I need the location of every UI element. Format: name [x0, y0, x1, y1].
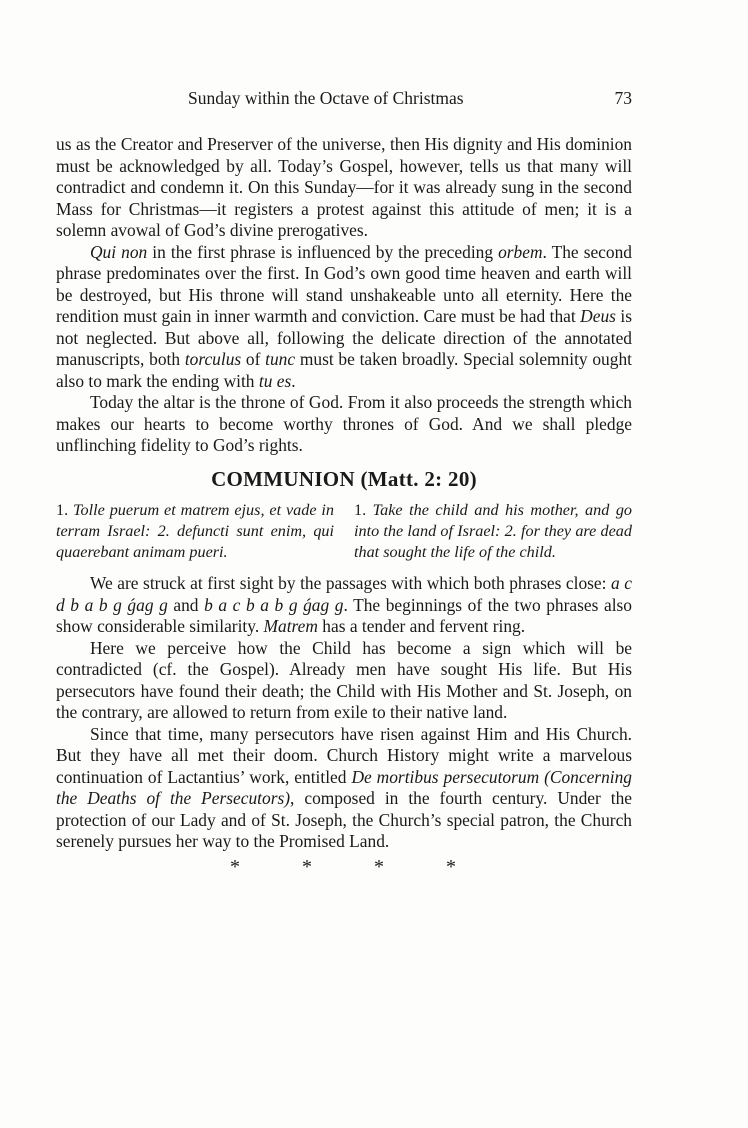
paragraph-6: Since that time, many persecutors have risen against Him and His Church. But they have all met their doom. Church History might write a marvelous continuation of Lactantius’ work, entitled De mortibus persecutorum (Concerning the Deaths of the Persecutors), composed in the fourth century. Under the protection of our Lady and of St. Joseph, the Church’s special patron, the Church serenely pursues her way to the Promised Land.	[56, 723, 633, 851]
running-header	[56, 88, 632, 112]
section-separator	[56, 857, 632, 879]
separator-star: *	[446, 855, 456, 878]
english-column: 1. Take the child and his mother, and go into the land of Israel: 2. for they are dead that sought the life of the child.	[354, 501, 633, 561]
heading-reference: (Matt. 2: 20)	[360, 466, 477, 491]
paragraph-4: We are struck at first sight by the passages with which both phrases close: a c d b a b g ǵag g and b a c b a b g ǵag g. The beginnings of the two phrases also show considerable similarity. Matrem has a tender and fervent ring.	[56, 573, 633, 636]
separator-star: *	[302, 855, 312, 878]
page-body	[56, 134, 632, 878]
paragraph-3: Today the altar is the throne of God. From it also proceeds the strength which makes our hearts to become worthy thrones of God. And we shall pledge unflinching fidelity to God’s rights.	[56, 392, 632, 455]
communion-text	[56, 500, 632, 563]
paragraph-5: Here we perceive how the Child has become a sign which will be contradicted (cf. the Gospel). Already men have sought His life. But His persecutors have found their death; the Child with His Mother and St. Joseph, on the contrary, are allowed to return from exile to their native land.	[56, 637, 632, 722]
separator-star: *	[230, 855, 240, 878]
running-title: Sunday within the Octave of Christmas	[188, 88, 464, 108]
heading-title: COMMUNION	[211, 466, 355, 491]
latin-column: 1. Tolle puerum et matrem ejus, et vade in terram Israel: 2. defuncti sunt enim, qui quaerebant animam pueri.	[56, 501, 334, 561]
page-number: 73	[614, 88, 632, 108]
paragraph-2: Qui non in the first phrase is influenced by the preceding orbem. The second phrase predominates over the first. In God’s own good time heaven and earth will be destroyed, but His throne will stand unshakeable unto all eternity. Here the rendition must gain in inner warmth and conviction. Care must be had that Deus is not neglected. But above all, following the delicate direction of the annotated manuscripts, both torculus of tunc must be taken broadly. Special solemnity ought also to mark the ending with tu es.	[56, 241, 632, 391]
section-heading	[56, 466, 632, 491]
separator-star: *	[374, 855, 384, 878]
paragraph-1: us as the Creator and Preserver of the universe, then His dignity and His dominion must be acknowledged by all. Today’s Gospel, however, tells us that many will contradict and condemn it. On this Sunday—for it was already sung in the second Mass for Christmas—it registers a protest against this attitude of men; it is a solemn avowal of God’s divine prerogatives.	[56, 134, 632, 240]
